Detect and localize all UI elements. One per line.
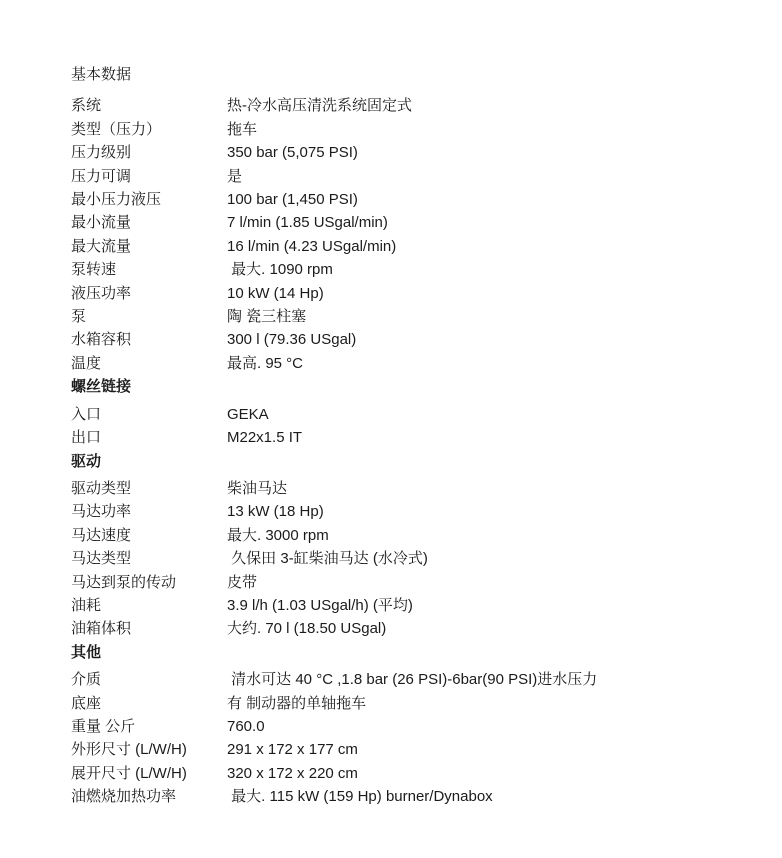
spec-row: [71, 524, 731, 547]
spec-value: 热-冷水高压清洗系统固定式: [227, 97, 412, 115]
spec-label: 泵: [71, 308, 87, 326]
spec-value: GEKA: [227, 405, 269, 423]
spec-row: [71, 477, 731, 500]
spec-row: [71, 738, 731, 761]
spec-row: [71, 426, 731, 449]
spec-section: [71, 641, 731, 809]
spec-value: 是: [227, 167, 243, 185]
spec-label: 类型（压力）: [71, 120, 162, 138]
spec-label: 底座: [71, 694, 102, 712]
spec-section: [71, 375, 731, 449]
spec-value: M22x1.5 IT: [227, 429, 303, 447]
section-rows: [71, 477, 731, 641]
spec-label: 水箱容积: [71, 331, 132, 349]
spec-sheet: [71, 63, 731, 809]
spec-value: 3.9 l/h (1.03 USgal/h) (平均): [227, 596, 413, 614]
spec-value: 760.0: [227, 717, 265, 735]
spec-label: 马达到泵的传动: [71, 573, 177, 591]
spec-row: [71, 258, 731, 281]
spec-row: [71, 328, 731, 351]
spec-row: [71, 235, 731, 258]
section-heading: 其他: [71, 643, 102, 661]
section-heading: 螺丝链接: [71, 378, 132, 396]
spec-row: [71, 352, 731, 375]
spec-row: [71, 594, 731, 617]
section-rows: [71, 668, 731, 808]
spec-label: 最小压力液压: [71, 191, 162, 209]
spec-label: 驱动类型: [71, 479, 132, 497]
spec-label: 出口: [71, 429, 102, 447]
spec-value: 拖车: [227, 120, 258, 138]
spec-label: 马达功率: [71, 503, 132, 521]
spec-value: 大约. 70 l (18.50 USgal): [227, 620, 387, 638]
spec-row: [71, 617, 731, 640]
spec-label: 系统: [71, 97, 102, 115]
spec-label: 外形尺寸 (L/W/H): [71, 741, 187, 759]
spec-row: [71, 94, 731, 117]
spec-value: 最高. 95 °C: [227, 354, 304, 372]
spec-value: 320 x 172 x 220 cm: [227, 764, 358, 782]
spec-value: 柴油马达: [227, 479, 288, 497]
spec-section: [71, 63, 731, 375]
spec-label: 泵转速: [71, 261, 117, 279]
spec-row: [71, 571, 731, 594]
spec-row: [71, 118, 731, 141]
spec-value: 有 制动器的单轴拖车: [227, 694, 367, 712]
spec-label: 马达速度: [71, 526, 132, 544]
spec-row: [71, 188, 731, 211]
spec-value: 清水可达 40 °C ,1.8 bar (26 PSI)-6bar(90 PSI)进水压力: [227, 671, 598, 689]
spec-row: [71, 141, 731, 164]
spec-row: [71, 305, 731, 328]
section-heading: 驱动: [71, 452, 102, 470]
spec-row: [71, 500, 731, 523]
spec-row: [71, 668, 731, 691]
spec-row: [71, 211, 731, 234]
spec-row: [71, 762, 731, 785]
section-rows: [71, 94, 731, 375]
spec-label: 压力可调: [71, 167, 132, 185]
spec-value: 最大. 115 kW (159 Hp) burner/Dynabox: [227, 788, 493, 806]
spec-value: 最大. 3000 rpm: [227, 526, 329, 544]
spec-value: 10 kW (14 Hp): [227, 284, 324, 302]
spec-value: 皮带: [227, 573, 258, 591]
spec-value: 350 bar (5,075 PSI): [227, 144, 358, 162]
spec-section: [71, 450, 731, 641]
spec-row: [71, 692, 731, 715]
spec-row: [71, 165, 731, 188]
spec-label: 油箱体积: [71, 620, 132, 638]
section-heading: 基本数据: [71, 66, 132, 83]
spec-value: 最大. 1090 rpm: [227, 261, 333, 279]
spec-label: 最小流量: [71, 214, 132, 232]
spec-label: 重量 公斤: [71, 717, 136, 735]
spec-value: 291 x 172 x 177 cm: [227, 741, 358, 759]
spec-value: 陶 瓷三柱塞: [227, 308, 307, 326]
spec-label: 油燃烧加热功率: [71, 788, 177, 806]
spec-row: [71, 547, 731, 570]
spec-label: 油耗: [71, 596, 102, 614]
spec-row: [71, 282, 731, 305]
spec-row: [71, 785, 731, 808]
spec-label: 介质: [71, 671, 102, 689]
spec-label: 压力级别: [71, 144, 132, 162]
spec-label: 展开尺寸 (L/W/H): [71, 764, 187, 782]
spec-row: [71, 715, 731, 738]
spec-label: 温度: [71, 354, 102, 372]
spec-label: 最大流量: [71, 237, 132, 255]
spec-value: 100 bar (1,450 PSI): [227, 191, 358, 209]
spec-value: 16 l/min (4.23 USgal/min): [227, 237, 397, 255]
spec-label: 入口: [71, 405, 102, 423]
spec-value: 13 kW (18 Hp): [227, 503, 324, 521]
spec-label: 马达类型: [71, 550, 132, 568]
spec-label: 液压功率: [71, 284, 132, 302]
spec-row: [71, 403, 731, 426]
spec-value: 300 l (79.36 USgal): [227, 331, 357, 349]
spec-value: 久保田 3-缸柴油马达 (水冷式): [227, 550, 428, 568]
section-rows: [71, 403, 731, 450]
spec-value: 7 l/min (1.85 USgal/min): [227, 214, 388, 232]
